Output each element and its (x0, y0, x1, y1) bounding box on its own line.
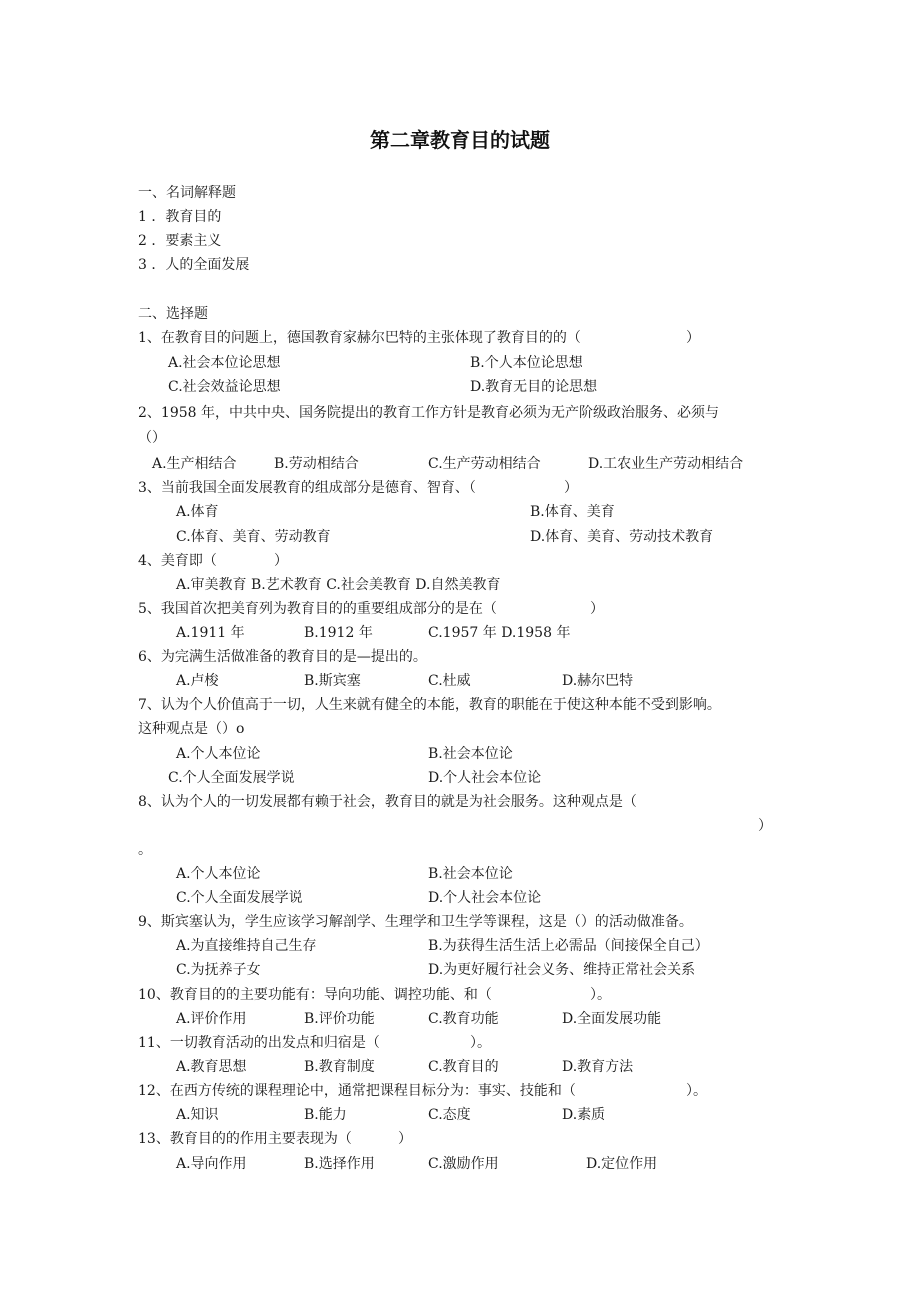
option: B.社会本位论 (428, 866, 513, 882)
option: C.生产劳动相结合 (428, 456, 541, 472)
option: A.个人本位论 (176, 746, 261, 762)
question-stem: 11、一切教育活动的出发点和归宿是（ (138, 1035, 380, 1051)
option: B.能力 (304, 1107, 347, 1123)
option: D.教育方法 (562, 1059, 634, 1075)
option: A.评价作用 (176, 1011, 247, 1027)
question-stem: 12、在西方传统的课程理论中，通常把课程目标分为：事实、技能和（ (138, 1083, 576, 1099)
question-stem: 3、当前我国全面发展教育的组成部分是德育、智育、（ (138, 480, 476, 496)
option: B.劳动相结合 (274, 456, 359, 472)
option: B.1912 年 (304, 625, 373, 641)
term-item: 1 ．教育目的 (138, 209, 222, 225)
option: A.生产相结合 (152, 456, 237, 472)
question-paren-close: ） (274, 553, 288, 569)
term-item: 3 ．人的全面发展 (138, 257, 250, 273)
option: B.评价功能 (304, 1011, 375, 1027)
option: C.激励作用 (428, 1156, 499, 1172)
question-paren-close: ） (398, 1131, 412, 1147)
question-stem: 13、教育目的的作用主要表现为（ (138, 1131, 352, 1147)
option: A.教育思想 (176, 1059, 247, 1075)
option: D.个人社会本位论 (428, 890, 542, 906)
page-title: 第二章教育目的试题 (370, 128, 550, 152)
section-heading-choice: 二、选择题 (138, 306, 208, 322)
option: C.教育功能 (428, 1011, 499, 1027)
option: D.全面发展功能 (562, 1011, 662, 1027)
question-stem: 5、我国首次把美育列为教育目的的重要组成部分的是在（ (138, 601, 497, 617)
option: A.审美教育 B.艺术教育 C.社会美教育 D.自然美教育 (176, 577, 501, 593)
option: A.导向作用 (176, 1156, 247, 1172)
option: C.个人全面发展学说 (168, 770, 295, 786)
section-heading-terms: 一、名词解释题 (138, 185, 236, 201)
option: C.社会效益论思想 (168, 379, 281, 395)
option: B.教育制度 (304, 1059, 375, 1075)
option: C.1957 年 D.1958 年 (428, 625, 571, 641)
question-stem: 8、认为个人的一切发展都有赖于社会，教育目的就是为社会服务。这种观点是（ (138, 794, 637, 810)
option: D.教育无目的论思想 (470, 379, 598, 395)
question-continuation: 。 (138, 842, 152, 858)
option: D.个人社会本位论 (428, 770, 542, 786)
question-stem: 2、1958 年，中共中央、国务院提出的教育工作方针是教育必须为无产阶级政治服务、必须与 (138, 405, 719, 421)
option: B.为获得生活生活上必需品（间接保全自己） (428, 938, 709, 954)
option: B.选择作用 (304, 1156, 375, 1172)
option: C.杜威 (428, 673, 471, 689)
option: C.态度 (428, 1107, 471, 1123)
option: D.定位作用 (586, 1156, 658, 1172)
option: D.工农业生产劳动相结合 (588, 456, 744, 472)
option: D.为更好履行社会义务、维持正常社会关系 (428, 962, 696, 978)
question-paren-close: ）。 (686, 1083, 707, 1099)
question-stem: 9、斯宾塞认为，学生应该学习解剖学、生理学和卫生学等课程，这是（）的活动做准备。 (138, 914, 693, 930)
question-stem: 1、在教育目的问题上，德国教育家赫尔巴特的主张体现了教育目的的（ (138, 330, 581, 346)
option: A.个人本位论 (176, 866, 261, 882)
question-paren-close: ） (686, 330, 700, 346)
option: B.个人本位论思想 (470, 355, 583, 371)
option: A.卢梭 (176, 673, 219, 689)
option: A.体育 (176, 504, 219, 520)
question-continuation: 这种观点是（）o (138, 721, 245, 737)
option: D.素质 (562, 1107, 606, 1123)
option: C.体育、美育、劳动教育 (176, 529, 331, 545)
option: A.社会本位论思想 (168, 355, 281, 371)
option: B.斯宾塞 (304, 673, 361, 689)
question-paren-close: ） (758, 818, 772, 834)
question-stem: 10、教育目的的主要功能有：导向功能、调控功能、和（ (138, 987, 492, 1003)
question-paren-close: ）。 (590, 987, 611, 1003)
question-paren-close: ）。 (470, 1035, 491, 1051)
option: B.体育、美育 (530, 504, 615, 520)
question-stem: 7、认为个人价值高于一切，人生来就有健全的本能，教育的职能在于使这种本能不受到影响。 (138, 697, 721, 713)
option: A.1911 年 (176, 625, 245, 641)
question-stem: 4、美育即（ (138, 553, 217, 569)
option: C.为抚养子女 (176, 962, 261, 978)
option: D.体育、美育、劳动技术教育 (530, 529, 714, 545)
term-item: 2 ．要素主义 (138, 233, 222, 249)
option: A.知识 (176, 1107, 219, 1123)
option: A.为直接维持自己生存 (176, 938, 317, 954)
option: D.赫尔巴特 (562, 673, 634, 689)
question-paren-close: ） (590, 601, 604, 617)
question-continuation: （） (138, 430, 166, 446)
option: B.社会本位论 (428, 746, 513, 762)
question-paren-close: ） (564, 480, 578, 496)
option: C.教育目的 (428, 1059, 499, 1075)
question-stem: 6、为完满生活做准备的教育目的是—提出的。 (138, 649, 427, 665)
option: C.个人全面发展学说 (176, 890, 303, 906)
